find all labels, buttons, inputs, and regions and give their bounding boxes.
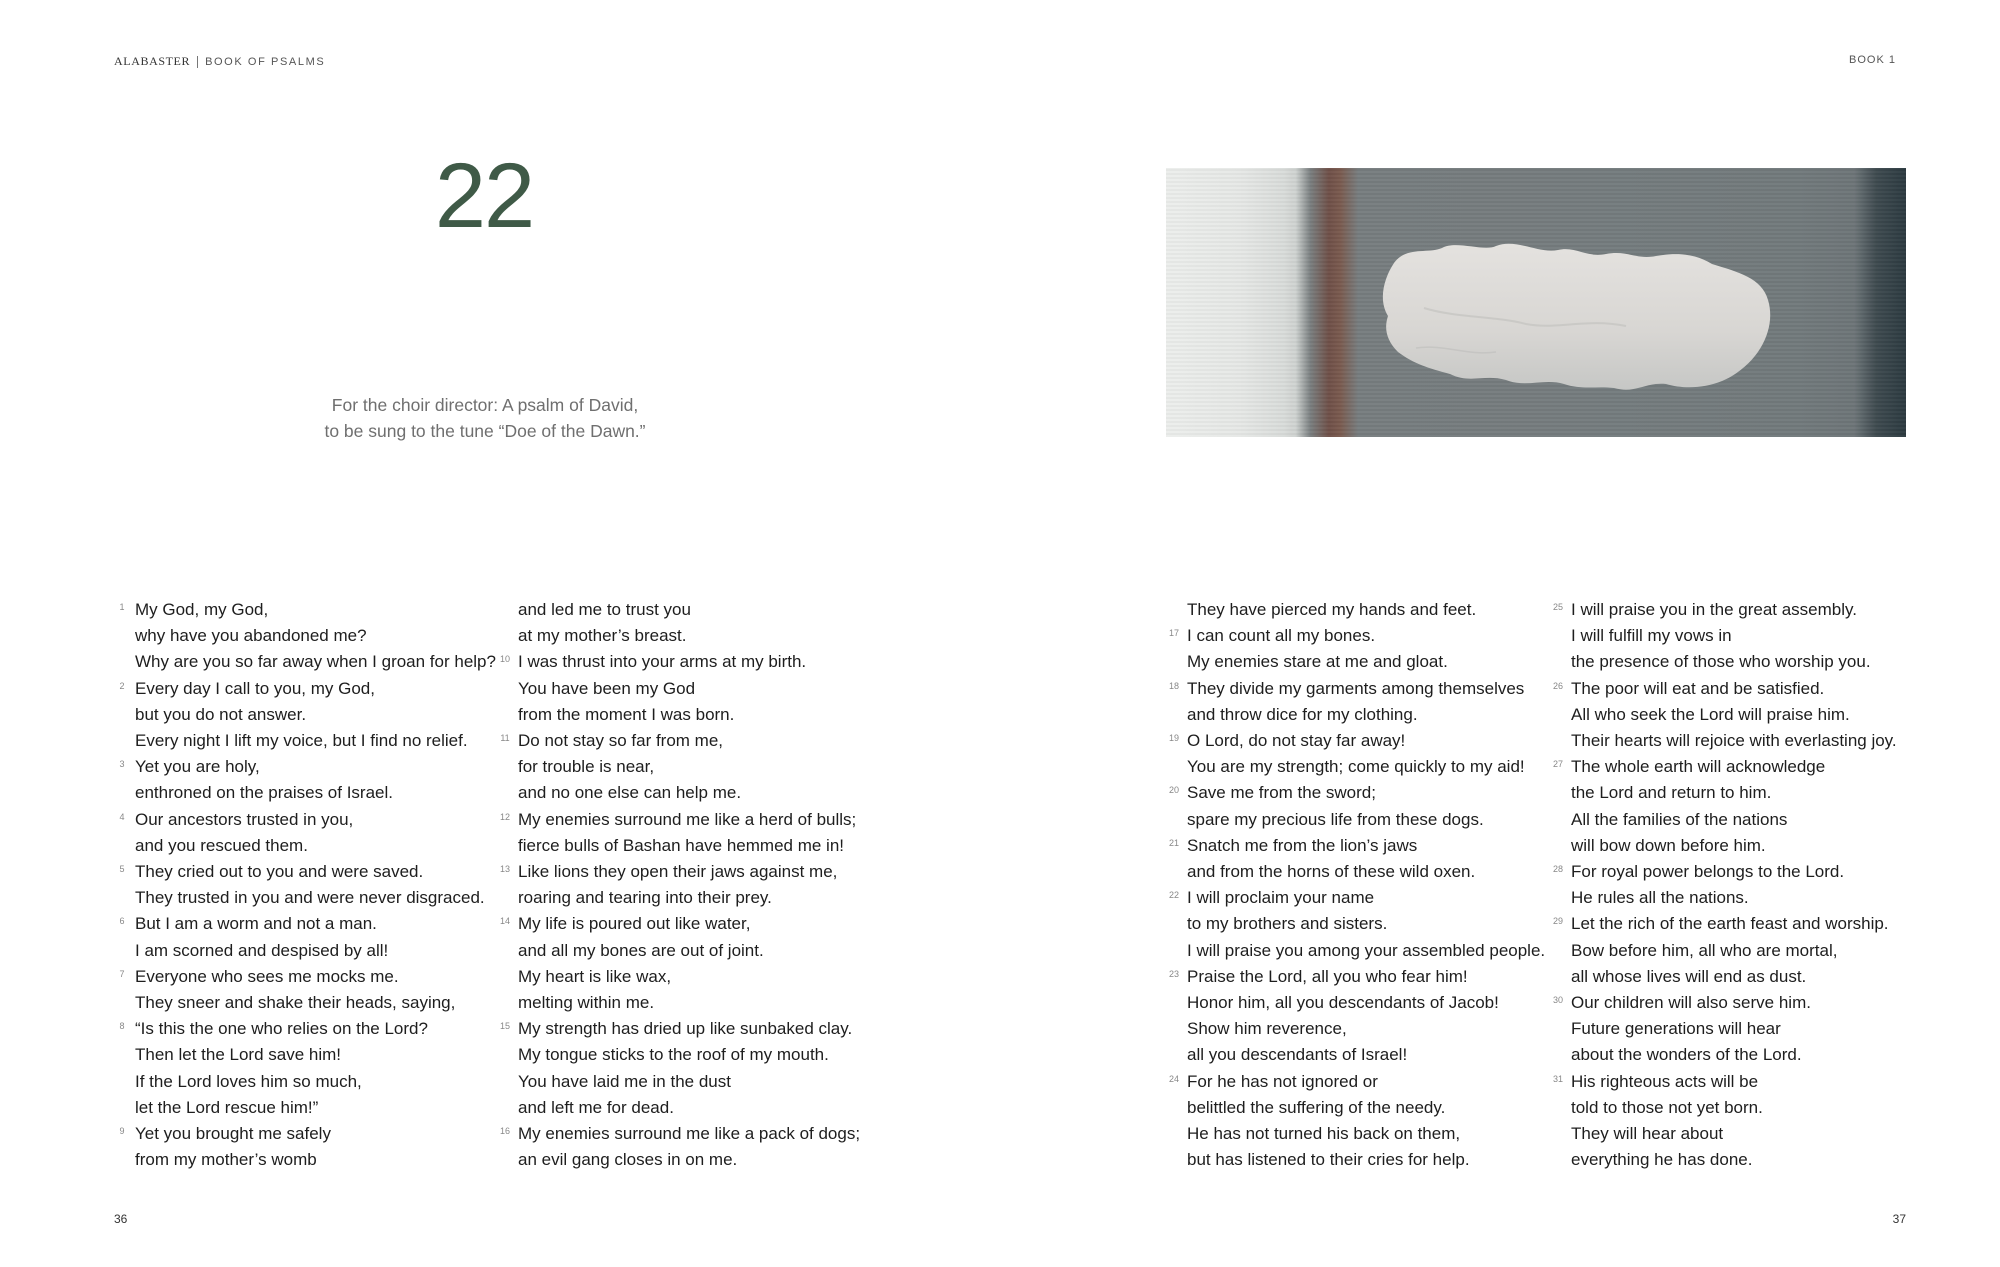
verse-text: My tongue sticks to the roof of my mouth. (518, 1045, 829, 1065)
verse-number: 16 (499, 1126, 510, 1137)
verse-line (497, 859, 877, 885)
verse-number: 17 (1168, 628, 1179, 639)
verse-number: 14 (499, 916, 510, 927)
verse-line (1166, 885, 1546, 911)
verse-column-1 (114, 597, 494, 1173)
book-title: BOOK OF PSALMS (205, 55, 326, 68)
verse-line (1166, 728, 1546, 754)
verse-line (497, 1016, 877, 1042)
verse-text: For he has not ignored or (1187, 1071, 1378, 1091)
verse-text: Why are you so far away when I groan for help? (135, 652, 496, 672)
verse-text: will bow down before him. (1571, 835, 1766, 855)
verse-line (497, 676, 877, 702)
header-divider (197, 56, 198, 68)
verse-text: The whole earth will acknowledge (1571, 757, 1826, 777)
verse-text: All the families of the nations (1571, 809, 1788, 829)
verse-number: 8 (119, 1021, 125, 1032)
verse-line (114, 1095, 494, 1121)
verse-text: You have laid me in the dust (518, 1071, 731, 1091)
verse-line (497, 964, 877, 990)
verse-text: They sneer and shake their heads, saying, (135, 993, 456, 1013)
verse-number: 3 (119, 759, 125, 770)
verse-text: but you do not answer. (135, 704, 307, 724)
verse-line (114, 623, 494, 649)
verse-number: 5 (119, 864, 125, 875)
verse-line (114, 597, 494, 623)
verse-text: They have pierced my hands and feet. (1187, 600, 1477, 619)
verse-line (1550, 833, 1930, 859)
verse-text: My enemies surround me like a herd of bulls; (518, 809, 857, 829)
verse-text: enthroned on the praises of Israel. (135, 783, 393, 803)
verse-line (1166, 676, 1546, 702)
verse-line (1550, 1147, 1930, 1173)
verse-text: belittled the suffering of the needy. (1187, 1097, 1446, 1117)
verse-number: 25 (1552, 602, 1563, 612)
verse-number: 9 (119, 1126, 125, 1137)
verse-text: He has not turned his back on them, (1187, 1124, 1461, 1144)
verse-text: the presence of those who worship you. (1571, 652, 1871, 672)
verse-text: and you rescued them. (135, 835, 308, 855)
verse-line (1550, 623, 1930, 649)
verse-line (1166, 990, 1546, 1016)
verse-line (1550, 780, 1930, 806)
verse-text: I will fulfill my vows in (1571, 626, 1732, 646)
verse-text: about the wonders of the Lord. (1571, 1045, 1802, 1065)
verse-line (1166, 833, 1546, 859)
brand-name: ALABASTER (114, 54, 191, 68)
verse-number: 15 (499, 1021, 510, 1032)
verse-line (114, 754, 494, 780)
verse-line (114, 833, 494, 859)
verse-line (1166, 938, 1546, 964)
verse-text: My God, my God, (135, 600, 269, 619)
verse-line (1166, 1147, 1546, 1173)
verse-line (114, 1042, 494, 1068)
verse-text: Our ancestors trusted in you, (135, 809, 354, 829)
verse-line (1550, 676, 1930, 702)
verse-text: They cried out to you and were saved. (135, 862, 424, 882)
verse-number: 22 (1168, 890, 1179, 901)
verse-number: 12 (499, 811, 510, 822)
verse-line (497, 990, 877, 1016)
verse-line (1550, 1016, 1930, 1042)
verse-number: 30 (1552, 995, 1563, 1006)
verse-line (1166, 754, 1546, 780)
verse-text: Yet you are holy, (135, 757, 260, 777)
verse-number: 29 (1552, 916, 1563, 927)
verse-text: All who seek the Lord will praise him. (1571, 704, 1850, 724)
verse-text: My heart is like wax, (518, 966, 672, 986)
verse-line (1166, 964, 1546, 990)
verse-text: an evil gang closes in on me. (518, 1150, 738, 1170)
verse-text: They divide my garments among themselves (1187, 678, 1525, 698)
verse-text: fierce bulls of Bashan have hemmed me in! (518, 835, 845, 855)
verse-text: roaring and tearing into their prey. (518, 888, 772, 908)
verse-text: My enemies stare at me and gloat. (1187, 652, 1448, 672)
verse-line (1166, 597, 1546, 623)
verse-line (114, 1016, 494, 1042)
plaster-patch-icon (1166, 168, 1906, 437)
verse-line (1166, 1016, 1546, 1042)
psalm-superscription (280, 392, 690, 444)
verse-line (114, 780, 494, 806)
verse-line (497, 807, 877, 833)
verse-number: 19 (1168, 733, 1179, 744)
verse-text: and from the horns of these wild oxen. (1187, 862, 1476, 882)
verse-text: Honor him, all you descendants of Jacob! (1187, 993, 1499, 1013)
verse-text: They trusted in you and were never disgraced. (135, 888, 485, 908)
verse-line (1550, 938, 1930, 964)
superscription-line: to be sung to the tune “Doe of the Dawn.” (324, 421, 646, 441)
verse-line (1550, 807, 1930, 833)
verse-text: Our children will also serve him. (1571, 993, 1811, 1013)
verse-text: I will praise you among your assembled people. (1187, 940, 1546, 960)
verse-text: to my brothers and sisters. (1187, 914, 1388, 934)
verse-line (497, 1147, 877, 1173)
verse-text: Let the rich of the earth feast and worship. (1571, 914, 1889, 934)
verse-text: Save me from the sword; (1187, 783, 1376, 803)
superscription-line: For the choir director: A psalm of David, (331, 395, 639, 415)
verse-line (1550, 754, 1930, 780)
verse-line (497, 833, 877, 859)
verse-text: Show him reverence, (1187, 1019, 1347, 1039)
verse-column-4 (1550, 597, 1930, 1173)
verse-number: 10 (499, 654, 510, 665)
verse-line (497, 938, 877, 964)
plaster-patch-photo (1166, 168, 1906, 437)
verse-text: You have been my God (518, 678, 696, 698)
verse-line (1550, 1121, 1930, 1147)
verse-number: 26 (1552, 680, 1563, 691)
verse-line (1550, 990, 1930, 1016)
verse-number: 11 (500, 733, 510, 744)
verse-line (114, 990, 494, 1016)
verse-text: He rules all the nations. (1571, 888, 1749, 908)
verse-text: O Lord, do not stay far away! (1187, 731, 1406, 751)
verse-text: The poor will eat and be satisfied. (1571, 678, 1825, 698)
verse-text: My enemies surround me like a pack of dogs; (518, 1124, 861, 1144)
verse-line (1166, 780, 1546, 806)
verse-text: let the Lord rescue him!” (135, 1097, 319, 1117)
verse-line (497, 702, 877, 728)
verse-line (497, 754, 877, 780)
verse-line (1550, 1042, 1930, 1068)
verse-text: all you descendants of Israel! (1187, 1045, 1408, 1065)
verse-line (1166, 859, 1546, 885)
verse-line (114, 911, 494, 937)
verse-line (114, 938, 494, 964)
verse-line (497, 1042, 877, 1068)
verse-number: 31 (1552, 1073, 1563, 1084)
verse-line (1550, 702, 1930, 728)
verse-text: but has listened to their cries for help. (1187, 1150, 1470, 1170)
verse-line (1166, 1121, 1546, 1147)
verse-line (114, 885, 494, 911)
verse-text: for trouble is near, (518, 757, 655, 777)
verse-number: 28 (1552, 864, 1563, 875)
verse-column-3 (1166, 597, 1546, 1173)
verse-text: and throw dice for my clothing. (1187, 704, 1418, 724)
verse-number: 1 (119, 602, 125, 612)
verse-line (114, 649, 494, 675)
verse-text: Every night I lift my voice, but I find no relief. (135, 731, 468, 751)
verse-line (497, 597, 877, 623)
verse-line (1166, 649, 1546, 675)
verse-text: I can count all my bones. (1187, 626, 1376, 646)
verse-number: 21 (1168, 837, 1179, 848)
verse-text: all whose lives will end as dust. (1571, 966, 1807, 986)
verse-number: 18 (1168, 680, 1179, 691)
verse-text: Yet you brought me safely (135, 1124, 331, 1144)
verse-line (114, 728, 494, 754)
verse-text: Their hearts will rejoice with everlasting joy. (1571, 731, 1897, 751)
verse-line (1166, 1095, 1546, 1121)
verse-text: melting within me. (518, 993, 655, 1013)
verse-text: I will praise you in the great assembly. (1571, 600, 1857, 619)
verse-line (1550, 885, 1930, 911)
verse-number: 4 (119, 811, 125, 822)
verse-text: Everyone who sees me mocks me. (135, 966, 399, 986)
verse-column-2 (497, 597, 877, 1173)
verse-text: Then let the Lord save him! (135, 1045, 342, 1065)
verse-line (1550, 728, 1930, 754)
verse-text: from the moment I was born. (518, 704, 735, 724)
verse-text: why have you abandoned me? (135, 626, 367, 646)
running-head-left (114, 54, 325, 69)
running-head-right: BOOK 1 (1849, 54, 1896, 66)
verse-line (1550, 1069, 1930, 1095)
verse-line (497, 1121, 877, 1147)
verse-number: 6 (119, 916, 125, 927)
verse-line (1550, 649, 1930, 675)
verse-line (1550, 964, 1930, 990)
verse-line (114, 1147, 494, 1173)
verse-line (1550, 911, 1930, 937)
verse-line (497, 1069, 877, 1095)
verse-line (1166, 911, 1546, 937)
verse-line (497, 911, 877, 937)
verse-line (114, 702, 494, 728)
verse-text: the Lord and return to him. (1571, 783, 1772, 803)
verse-line (1166, 1042, 1546, 1068)
verse-text: I was thrust into your arms at my birth. (518, 652, 807, 672)
verse-text: Praise the Lord, all you who fear him! (1187, 966, 1468, 986)
verse-text: Future generations will hear (1571, 1019, 1781, 1039)
verse-line (114, 807, 494, 833)
verse-line (114, 859, 494, 885)
verse-text: and left me for dead. (518, 1097, 674, 1117)
verse-text: Like lions they open their jaws against me, (518, 862, 838, 882)
verse-text: But I am a worm and not a man. (135, 914, 377, 934)
verse-line (114, 676, 494, 702)
verse-text: You are my strength; come quickly to my aid! (1187, 757, 1525, 777)
verse-line (1166, 702, 1546, 728)
verse-number: 20 (1168, 785, 1179, 796)
verse-text: spare my precious life from these dogs. (1187, 809, 1484, 829)
page-number-left: 36 (114, 1212, 128, 1226)
verse-text: They will hear about (1571, 1124, 1724, 1144)
verse-line (497, 649, 877, 675)
verse-number: 2 (119, 680, 125, 691)
verse-line (1166, 807, 1546, 833)
verse-text: and no one else can help me. (518, 783, 742, 803)
verse-text: I will proclaim your name (1187, 888, 1375, 908)
verse-text: My life is poured out like water, (518, 914, 751, 934)
verse-text: at my mother’s breast. (518, 626, 687, 646)
verse-number: 24 (1168, 1073, 1179, 1084)
verse-number: 7 (119, 968, 125, 979)
verse-line (497, 885, 877, 911)
verse-line (1166, 1069, 1546, 1095)
verse-text: If the Lord loves him so much, (135, 1071, 362, 1091)
verse-text: For royal power belongs to the Lord. (1571, 862, 1845, 882)
verse-line (114, 1121, 494, 1147)
verse-line (1550, 859, 1930, 885)
verse-text: Bow before him, all who are mortal, (1571, 940, 1838, 960)
verse-text: and led me to trust you (518, 600, 691, 619)
verse-line (114, 964, 494, 990)
verse-text: His righteous acts will be (1571, 1071, 1759, 1091)
verse-line (497, 728, 877, 754)
verse-number: 13 (499, 864, 510, 875)
verse-text: from my mother’s womb (135, 1150, 317, 1170)
verse-number: 23 (1168, 968, 1179, 979)
verse-text: and all my bones are out of joint. (518, 940, 764, 960)
verse-text: told to those not yet born. (1571, 1097, 1763, 1117)
verse-text: Every day I call to you, my God, (135, 678, 375, 698)
verse-text: I am scorned and despised by all! (135, 940, 389, 960)
verse-number: 27 (1552, 759, 1563, 770)
verse-text: Do not stay so far from me, (518, 731, 724, 751)
verse-line (1166, 623, 1546, 649)
page-number-right: 37 (1892, 1212, 1906, 1226)
verse-text: Snatch me from the lion’s jaws (1187, 835, 1418, 855)
verse-line (497, 623, 877, 649)
verse-text: everything he has done. (1571, 1150, 1753, 1170)
verse-line (1550, 597, 1930, 623)
verse-line (114, 1069, 494, 1095)
verse-text: “Is this the one who relies on the Lord? (135, 1019, 428, 1039)
verse-line (497, 1095, 877, 1121)
psalm-number: 22 (434, 145, 534, 247)
verse-line (1550, 1095, 1930, 1121)
verse-text: My strength has dried up like sunbaked clay. (518, 1019, 853, 1039)
verse-line (497, 780, 877, 806)
